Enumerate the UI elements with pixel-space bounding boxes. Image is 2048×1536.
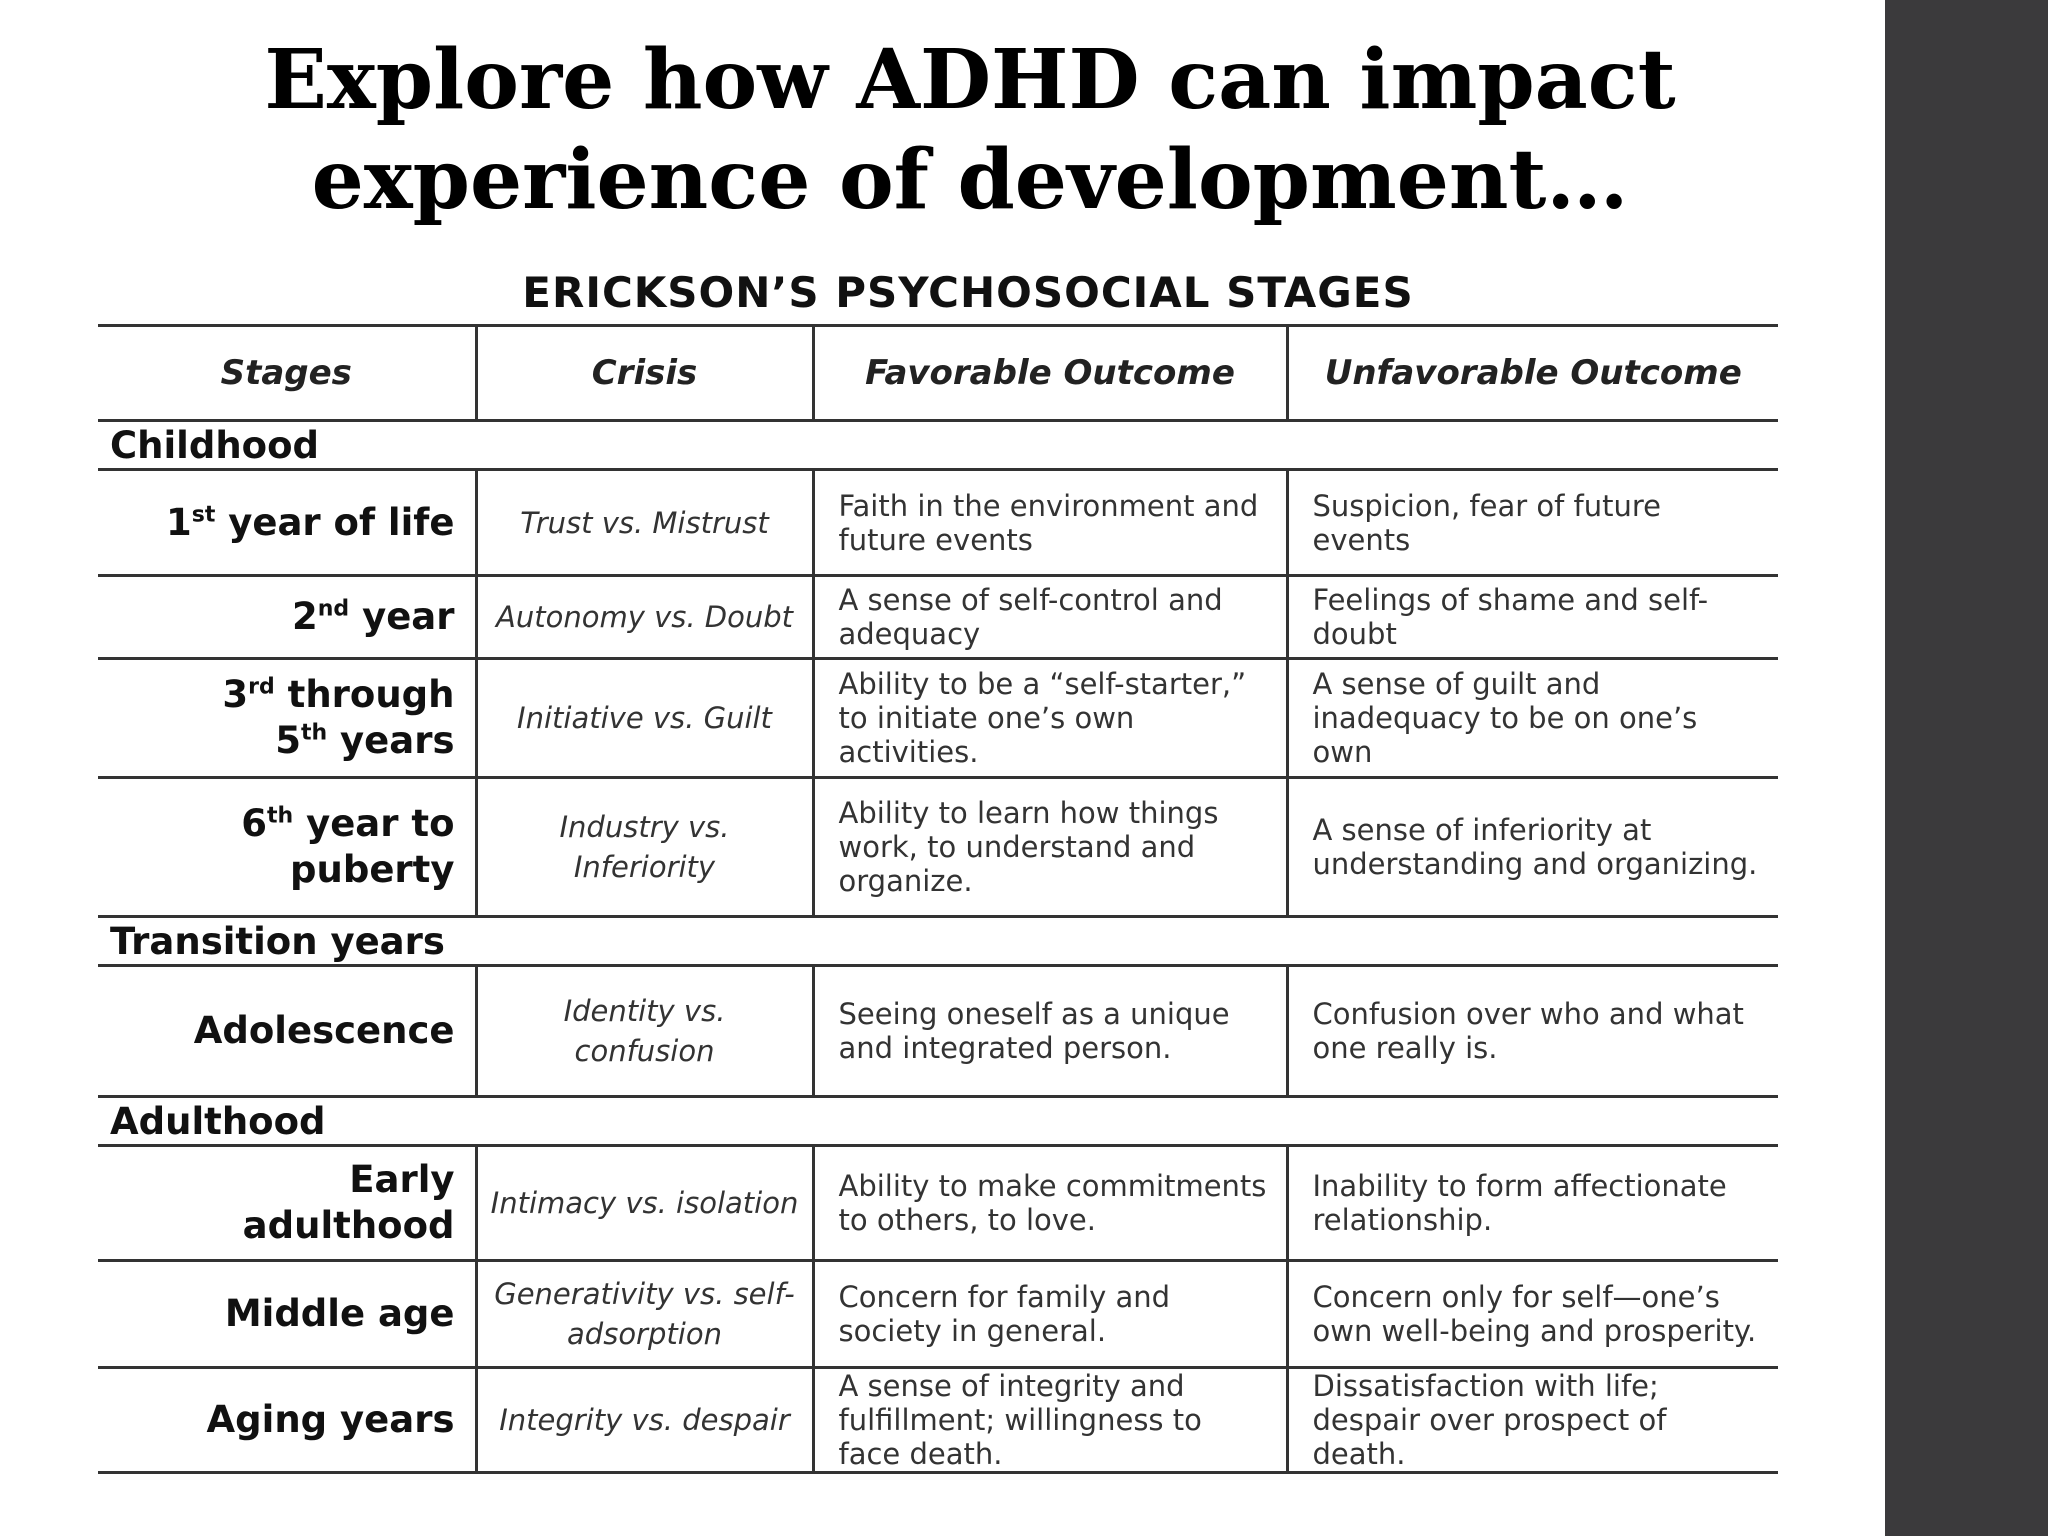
unfavorable-outcome-cell: A sense of inferiority at understanding and organizing. [1287,778,1778,917]
group-row-childhood [98,421,1778,470]
stage-cell: Early adulthood [98,1146,476,1261]
favorable-outcome-cell: Ability to make commitments to others, to love. [813,1146,1287,1261]
crisis-cell: Generativity vs. self-adsorption [476,1261,813,1368]
stage-cell: 2nd year [98,576,476,659]
slide-title [120,30,1820,230]
favorable-outcome-cell: Faith in the environment and future events [813,470,1287,576]
header-unfavorable-outcome: Unfavorable Outcome [1287,326,1778,421]
favorable-outcome-cell: Ability to be a “self-starter,” to initiate one’s own activities. [813,659,1287,778]
group-label: Adulthood [98,1097,1778,1146]
header-favorable-outcome: Favorable Outcome [813,326,1287,421]
psychosocial-stages-table-container [98,262,1778,1474]
slide-title-line2: experience of development… [311,132,1629,228]
crisis-cell: Autonomy vs. Doubt [476,576,813,659]
crisis-cell: Intimacy vs. isolation [476,1146,813,1261]
group-row-transition-years [98,917,1778,966]
unfavorable-outcome-cell: A sense of guilt and inadequacy to be on one’s own [1287,659,1778,778]
table-row [98,1368,1778,1473]
favorable-outcome-cell: Concern for family and society in general. [813,1261,1287,1368]
slide-side-bar [1885,0,2048,1536]
table-row [98,966,1778,1097]
table-row [98,659,1778,778]
favorable-outcome-cell: A sense of integrity and fulfillment; willingness to face death. [813,1368,1287,1473]
stage-cell: Middle age [98,1261,476,1368]
psychosocial-stages-table [98,324,1778,1474]
unfavorable-outcome-cell: Inability to form affectionate relationship. [1287,1146,1778,1261]
table-title: ERICKSON’S PSYCHOSOCIAL STAGES [522,268,1414,317]
table-row [98,1261,1778,1368]
group-row-adulthood [98,1097,1778,1146]
stage-cell: 3rd through 5th years [98,659,476,778]
table-row [98,470,1778,576]
header-crisis: Crisis [476,326,813,421]
unfavorable-outcome-cell: Concern only for self—one’s own well-being and prosperity. [1287,1261,1778,1368]
crisis-cell: Industry vs. Inferiority [476,778,813,917]
header-stages: Stages [98,326,476,421]
unfavorable-outcome-cell: Confusion over who and what one really is. [1287,966,1778,1097]
stage-cell: 1st year of life [98,470,476,576]
crisis-cell: Trust vs. Mistrust [476,470,813,576]
crisis-cell: Integrity vs. despair [476,1368,813,1473]
favorable-outcome-cell: Ability to learn how things work, to understand and organize. [813,778,1287,917]
table-row [98,1146,1778,1261]
stage-cell: 6th year to puberty [98,778,476,917]
unfavorable-outcome-cell: Feelings of shame and self-doubt [1287,576,1778,659]
stage-cell: Aging years [98,1368,476,1473]
favorable-outcome-cell: A sense of self-control and adequacy [813,576,1287,659]
table-row [98,778,1778,917]
group-label: Childhood [98,421,1778,470]
stage-cell: Adolescence [98,966,476,1097]
group-label: Transition years [98,917,1778,966]
unfavorable-outcome-cell: Dissatisfaction with life; despair over prospect of death. [1287,1368,1778,1473]
table-header-row [98,326,1778,421]
crisis-cell: Initiative vs. Guilt [476,659,813,778]
unfavorable-outcome-cell: Suspicion, fear of future events [1287,470,1778,576]
table-row [98,576,1778,659]
slide-title-line1: Explore how ADHD can impact [264,32,1676,128]
crisis-cell: Identity vs. confusion [476,966,813,1097]
favorable-outcome-cell: Seeing oneself as a unique and integrated person. [813,966,1287,1097]
